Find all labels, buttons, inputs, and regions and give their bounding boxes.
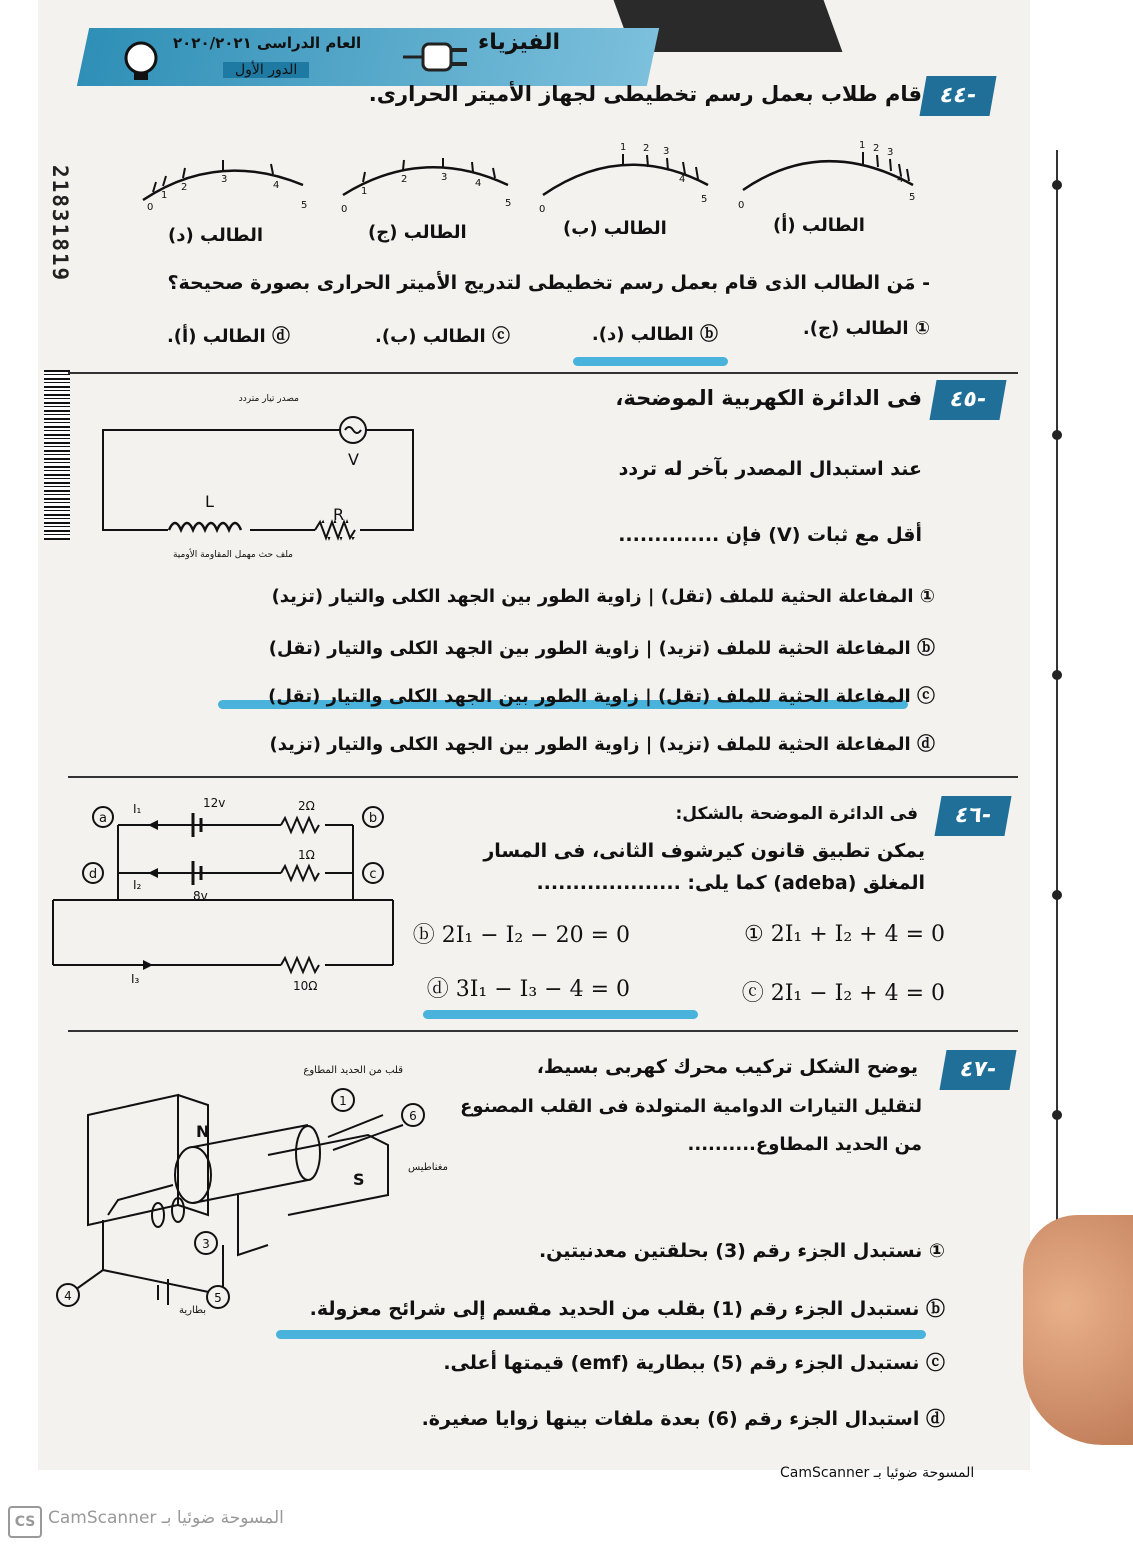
divider [68,776,1018,778]
q45-v-label: V [348,450,359,469]
svg-text:4: 4 [273,180,280,191]
svg-text:2: 2 [401,174,408,185]
svg-text:3: 3 [221,174,228,185]
q44-label-a: الطالب (أ) [773,215,865,236]
q45-source-label: مصدر تيار متردد [238,394,299,404]
q44-label-b: الطالب (ب) [563,218,667,239]
q44-option-2[interactable]: ⓑ الطالب (د). [591,324,718,345]
divider [68,1030,1018,1032]
svg-text:5: 5 [701,194,708,205]
q46-r2: 1Ω [298,848,315,862]
q47-line2: لتقليل التيارات الدوامية المتولدة فى القلب المصنوع [460,1096,922,1117]
q47-line3: من الحديد المطاوع.......... [687,1134,922,1155]
q46-node-a: a [99,811,107,826]
q45-l-label: L [205,492,214,511]
svg-text:3: 3 [663,146,670,157]
q47-option-1[interactable]: ① نستبدل الجزء رقم (3) بحلقتين معدنيتين. [538,1240,945,1262]
q46-emf1: 12v [203,796,226,810]
lamp-icon [116,38,166,84]
q44-prompt: - مَن الطالب الذى قام بعمل رسم تخطيطى لتدريج الأميتر الحرارى بصورة صحيحة؟ [167,272,930,294]
divider [68,372,1018,374]
serial-number: 21831819 [48,165,72,283]
q46-i2: I₂ [133,878,142,892]
q47-option-3[interactable]: ⓒ نستبدل الجزء رقم (5) ببطارية (emf) قيمتها أعلى. [443,1352,945,1374]
q46-answer-highlight [423,1010,698,1019]
school-year: العام الدراسى ٢٠٢٠/٢٠٢١ [173,34,362,52]
side-border-decoration [1056,150,1072,1400]
q45-stem: فى الدائرة الكهربية الموضحة، [615,386,922,410]
q47-answer-highlight [276,1330,926,1339]
q45-circuit-diagram [93,385,423,570]
q46-option-2[interactable]: ⓑ 2I₁ − I₂ − 20 = 0 [412,923,630,948]
q47-stem: يوضح الشكل تركيب محرك كهربى بسيط، [536,1056,918,1078]
subject-title: الفيزياء [478,30,561,55]
svg-text:0: 0 [738,200,745,211]
plug-icon [403,38,473,76]
svg-text:4: 4 [679,174,686,185]
q45-number: ٤٥- [929,380,1006,420]
q45-option-2[interactable]: ⓑ المفاعلة الحثية للملف (تزيد) | زاوية الطور بين الجهد الكلى والتيار (تقل) [268,638,935,659]
q47-number: ٤٧- [939,1050,1016,1090]
q44-option-1[interactable]: ① الطالب (ج). [802,318,930,339]
q46-node-d: d [88,867,98,882]
svg-text:2: 2 [181,182,188,193]
q46-option-4[interactable]: ⓓ 3I₁ − I₃ − 4 = 0 [426,977,630,1002]
q45-r-label: R [333,505,345,524]
q44-ammeter-scales [123,130,943,220]
svg-text:3: 3 [441,172,448,183]
exam-page [38,0,1030,1470]
camscanner-watermark [0,1500,340,1540]
q44-option-4[interactable]: ⓓ الطالب (أ). [166,326,290,347]
finger-overlay [1023,1215,1133,1445]
q47-part-3: 3 [202,1237,210,1251]
q46-line2: يمكن تطبيق قانون كيرشوف الثانى، فى المسار [483,840,925,862]
q46-option-3[interactable]: ⓒ 2I₁ − I₂ + 4 = 0 [741,981,945,1006]
q47-battery-label: بطارية [178,1305,206,1316]
exam-round: الدور الأول [223,62,309,78]
svg-text:0: 0 [341,204,348,215]
q44-label-c: الطالب (ج) [368,222,467,243]
svg-text:1: 1 [361,186,368,197]
q45-option-4[interactable]: ⓓ المفاعلة الحثية للملف (تزيد) | زاوية الطور بين الجهد الكلى والتيار (تزيد) [269,734,935,755]
q46-stem: فى الدائرة الموضحة بالشكل: [675,804,918,824]
svg-text:1: 1 [161,190,168,201]
q45-line2: عند استبدال المصدر بآخر له تردد [618,458,922,480]
q47-part-6: 6 [409,1109,417,1123]
svg-text:5: 5 [301,200,308,211]
barcode [44,370,70,540]
q46-r3: 10Ω [293,979,318,993]
q44-number: ٤٤- [919,76,996,116]
svg-text:5: 5 [909,192,916,203]
q47-option-2[interactable]: ⓑ نستبدل الجزء رقم (1) بقلب من الحديد مقسم إلى شرائح معزولة. [309,1298,945,1320]
camscanner-logo-icon: CS [8,1506,42,1538]
svg-text:0: 0 [147,202,154,213]
q47-n-pole: N [196,1122,210,1141]
q44-label-d: الطالب (د) [168,225,263,246]
q47-core-label: قلب من الحديد المطاوع [303,1065,403,1076]
q44-answer-highlight [573,357,728,366]
q46-circuit-diagram [43,785,413,995]
q47-magnets-label: مغناطيس [408,1162,448,1173]
q45-option-1[interactable]: ① المفاعلة الحثية للملف (تقل) | زاوية الطور بين الجهد الكلى والتيار (تزيد) [271,586,935,607]
q46-i3: I₃ [131,972,140,986]
q46-r1: 2Ω [298,799,315,813]
svg-text:5: 5 [505,198,512,209]
svg-text:4: 4 [897,174,904,185]
q47-s-pole: S [353,1170,365,1189]
q45-line3: أقل مع ثبات (V) فإن .............. [618,524,922,546]
q46-node-c: c [369,867,377,882]
q46-line3: المغلق (adeba) كما يلى: .................... [536,872,925,894]
q44-stem: قام طلاب بعمل رسم تخطيطى لجهاز الأميتر الحرارى. [368,82,922,106]
q47-part-5: 5 [214,1291,222,1305]
camscanner-watermark-text: المسوحة ضوئيا بـ CamScanner [48,1508,284,1528]
svg-text:4: 4 [475,178,482,189]
svg-text:1: 1 [859,140,866,151]
q47-part-1: 1 [339,1094,347,1108]
svg-text:2: 2 [643,143,650,154]
q47-motor-diagram [8,1055,448,1316]
q46-node-b: b [368,811,378,826]
q46-number: ٤٦- [934,796,1011,836]
svg-text:0: 0 [539,204,546,215]
q45-option-3[interactable]: ⓒ المفاعلة الحثية للملف (تقل) | زاوية الطور بين الجهد الكلى والتيار (تقل) [268,686,935,707]
q46-emf2: 8v [193,889,208,903]
svg-text:2: 2 [873,143,880,154]
q45-coil-label: ملف حث مهمل المقاومة الأومية [172,550,293,560]
q46-i1: I₁ [133,802,142,816]
q44-option-3[interactable]: ⓒ الطالب (ب). [375,326,510,347]
camscanner-footer: المسوحة ضوئيا بـ CamScanner [780,1465,975,1481]
q46-option-1[interactable]: ① 2I₁ + I₂ + 4 = 0 [744,922,945,947]
q47-part-4: 4 [64,1289,72,1303]
svg-text:3: 3 [887,147,894,158]
svg-text:1: 1 [620,142,627,153]
q47-option-4[interactable]: ⓓ استبدال الجزء رقم (6) بعدة ملفات بينها زوايا صغيرة. [421,1408,945,1430]
